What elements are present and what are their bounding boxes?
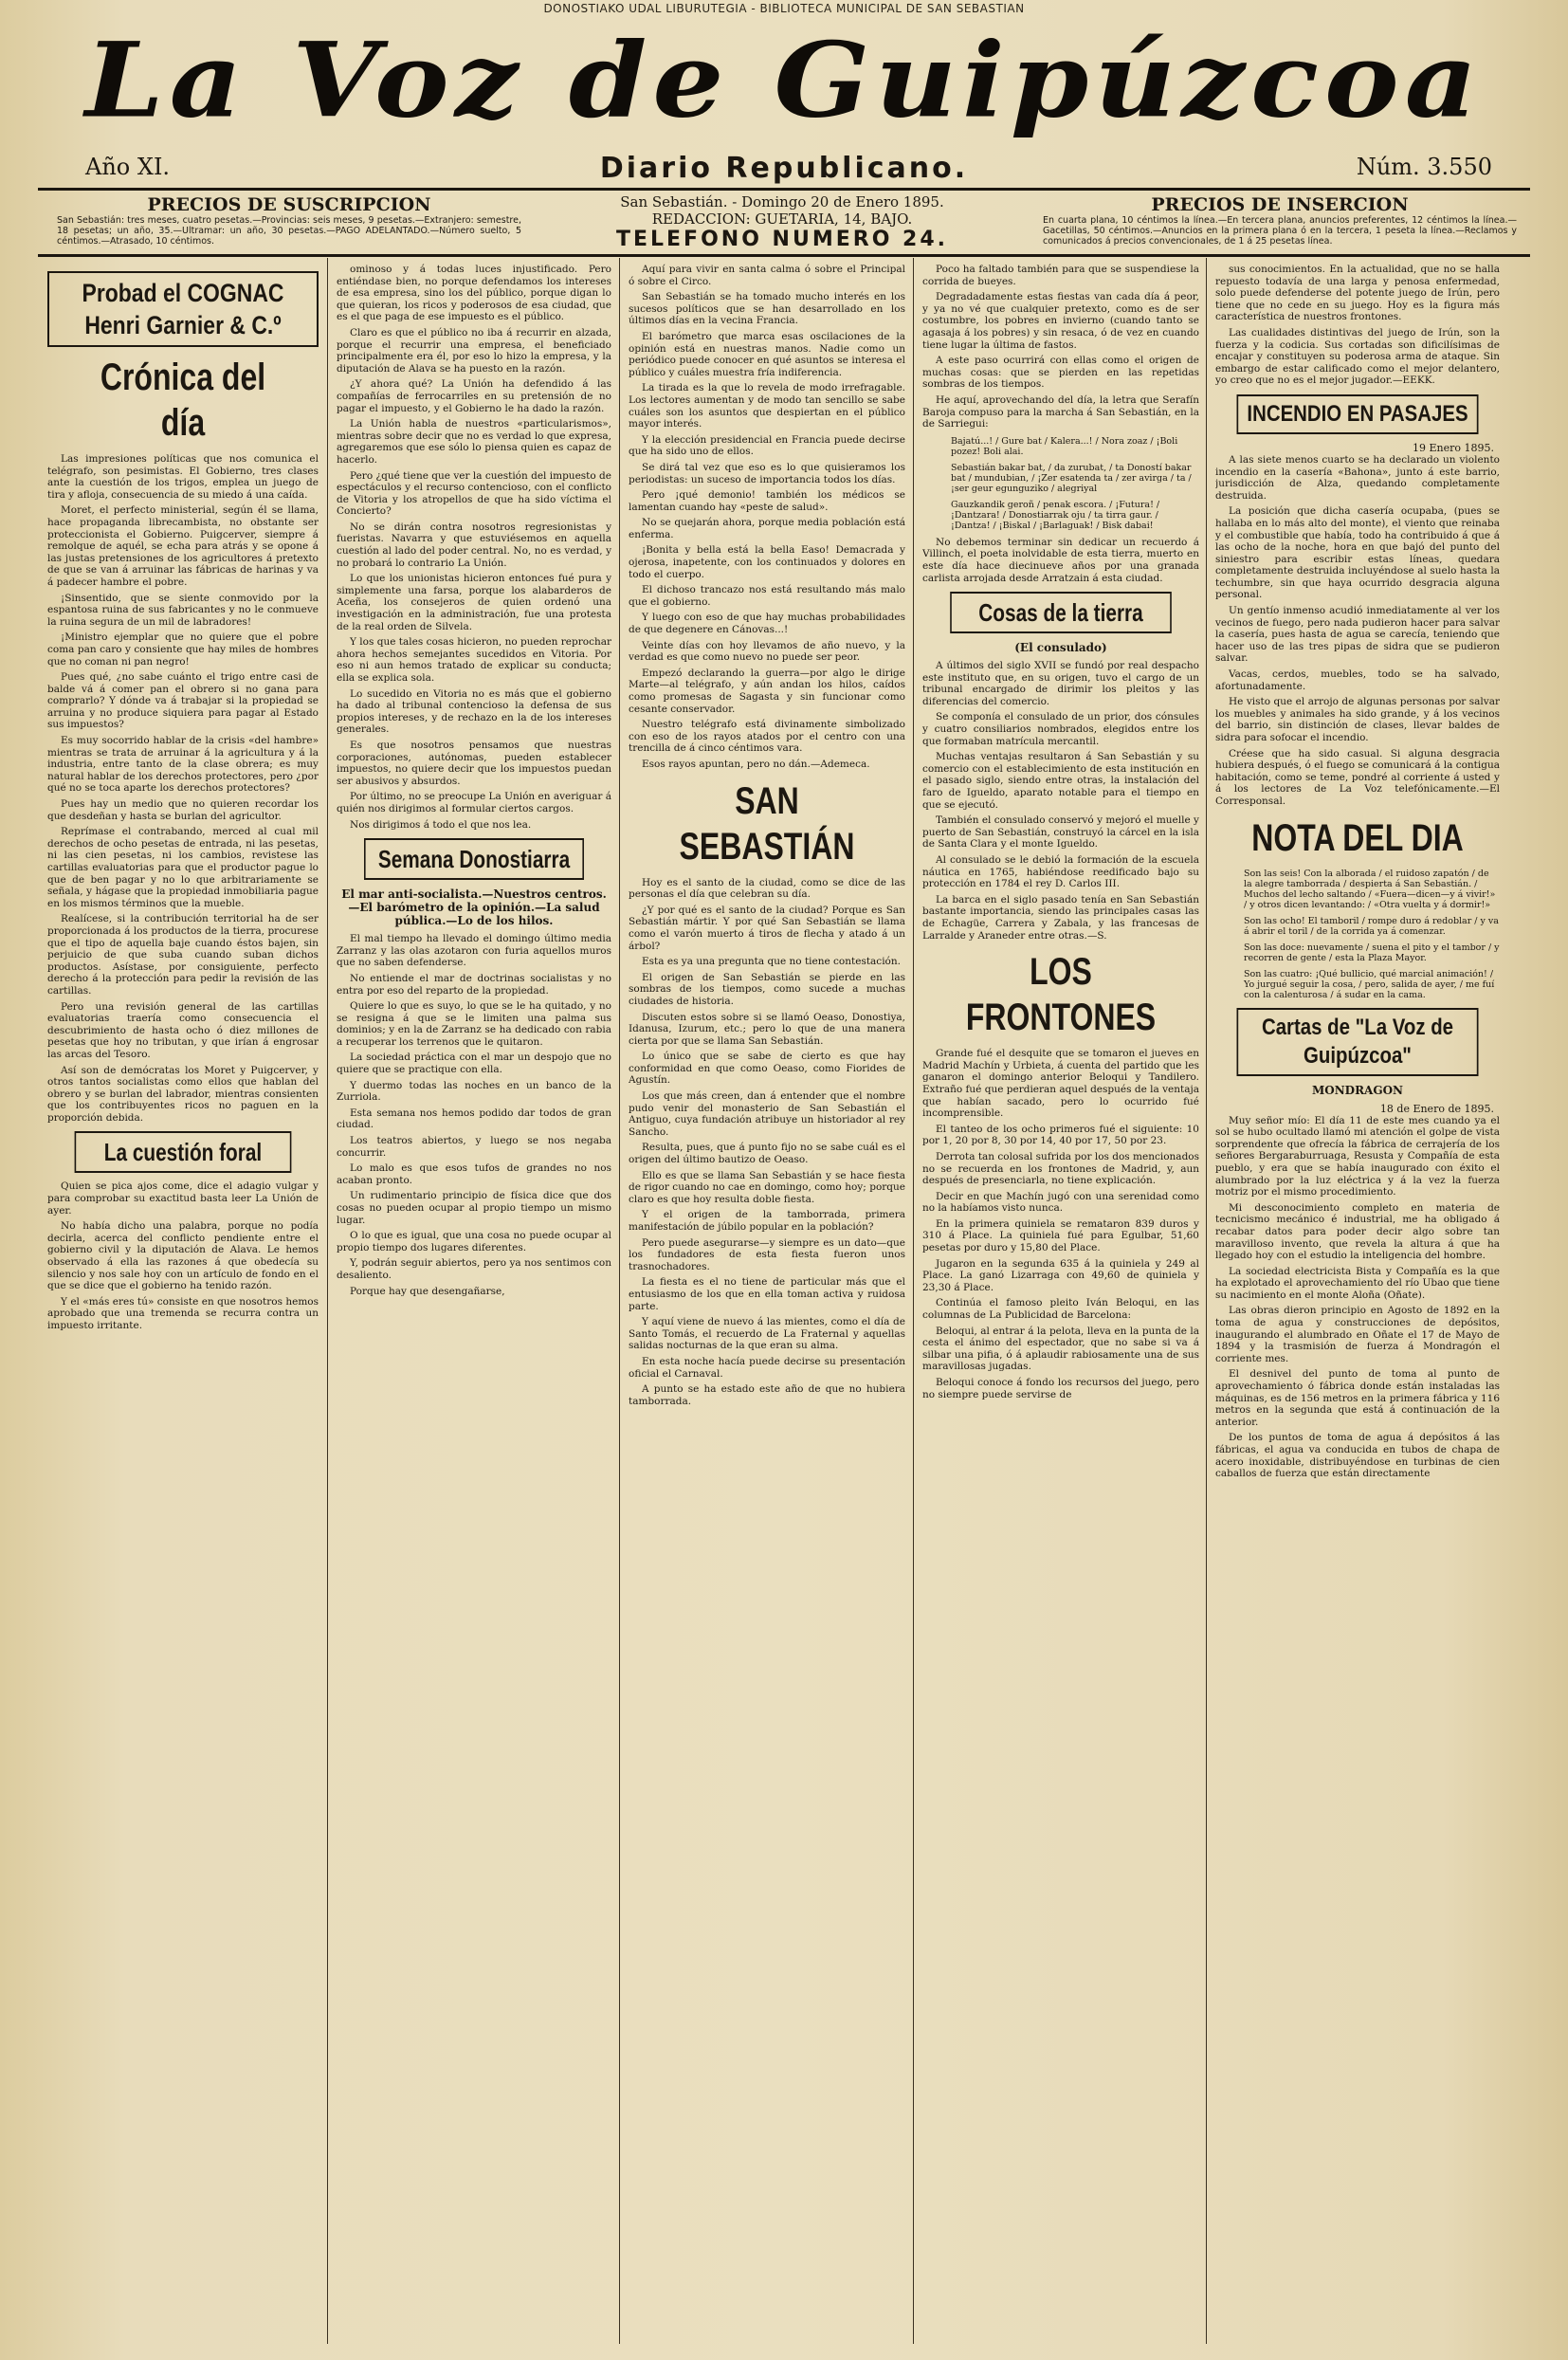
paragraph: Jugaron en la segunda 635 á la quiniela y 249 al Place. La ganó Lizarraga con 49,60 de quiniela y 23,30 á Place.: [922, 1257, 1199, 1293]
paragraph: No se quejarán ahora, porque media población está enferma.: [629, 517, 905, 540]
subscription-text: San Sebastián: tres meses, cuatro pesetas.—Provincias: seis meses, 9 pesetas.—Extranjero: semestre, 18 pesetas; un año, 35.—Ultramar: un año, 30 pesetas.—PAGO ADELANTADO.—Número suelto, 5 céntimos.—Atrasado, 10 céntimos.: [57, 215, 521, 247]
masthead-subline: [38, 150, 1530, 188]
paragraph: Las obras dieron principio en Agosto de 1892 en la toma de agua y construcciones de depósitos, inaugurando el alumbrado en Oñate el 17 de Mayo de 1894 y la trasmisión de fuerza á Mondragón el corriente mes.: [1215, 1305, 1500, 1364]
paragraph: La fiesta es el no tiene de particular más que el entusiasmo de los que en ella toman activa y ruidosa parte.: [629, 1276, 905, 1312]
paragraph: Esta es ya una pregunta que no tiene contestación.: [642, 956, 901, 968]
paragraph: A este paso ocurrirá con ellas como el origen de muchas cosas: que se pierden en las repetidas sombras de los tiempos.: [922, 355, 1199, 391]
paragraph: ¡Ministro ejemplar que no quiere que el pobre coma pan caro y consiente que hay miles de hombres que no coman ni pan negro!: [47, 631, 319, 668]
column-2: [337, 264, 611, 2340]
redaction-address: REDACCION: GUETARIA, 14, BAJO.: [651, 210, 913, 228]
paragraph: Y los que tales cosas hicieron, no pueden reprochar ahora hechos semejantes sucedidos en Vitoria. Por eso ni aun hemos tratado de explicar su conducta; ella se explica sola.: [337, 636, 611, 684]
paragraph: Un gentío inmenso acudió inmediatamente al ver los vecinos de fuego, pero nada pudieron hacer para salvar la casería, pues hasta de agua se carecía, teniendo que hacer uso de las tres pipas de sidra que se pudieron salvar.: [1215, 605, 1500, 665]
paragraph: El barómetro que marca esas oscilaciones de la opinión está en nuestras manos. Nadie como un periódico puede conocer en qué asuntos se interesa el público y cuáles muestra fría indiferencia.: [629, 330, 905, 378]
dateline: 19 Enero 1895.: [1413, 441, 1494, 454]
paragraph: Se dirá tal vez que eso es lo que quisieramos los periodistas: un suceso de importancia todos los días.: [629, 461, 905, 485]
paragraph: Y la elección presidencial en Francia puede decirse que ha sido uno de ellos.: [629, 433, 905, 458]
paragraph: Es que nosotros pensamos que nuestras corporaciones, autónomas, pueden establecer impuestos, no quiere decir que los impuestos puedan ser abusivos y absurdos.: [337, 739, 611, 787]
section-subtitle: El mar anti-socialista.—Nuestros centros.—El barómetro de la opinión.—La salud pública.—Lo de los hilos.: [341, 887, 607, 928]
paragraph: Un rudimentario principio de física dice que dos cosas no pueden ocupar al propio tiempo un mismo lugar.: [337, 1190, 611, 1226]
paragraph: Es muy socorrido hablar de la crisis «del hambre» mientras se trata de arruinar á la agricultura y á la industria, entre tanto de la clase obrera; es muy natural hablar de los derechos protectores, pero ¿por qué no se toca aparte los derechos protectores?: [47, 735, 319, 795]
section-title: SAN SEBASTIÁN: [679, 779, 855, 868]
paragraph: Hoy es el santo de la ciudad, como se dice de las personas el día que celebran su día.: [629, 876, 905, 901]
paragraph: Beloqui, al entrar á la pelota, lleva en la punta de la cesta el ánimo del espectador, que no sabe si va á silbar una pifia, ó á aplaudir rabiosamente una de sus maravillosas jugadas.: [922, 1325, 1199, 1373]
section-title: NOTA DEL DIA: [1251, 816, 1464, 859]
paragraph: Al consulado se le debió la formación de la escuela náutica en 1765, habiéndose reedificado bajo su protección en 1784 el rey D. Carlos III.: [922, 854, 1199, 890]
paragraph: La sociedad práctica con el mar un despojo que no quiere que se practique con ella.: [337, 1052, 611, 1076]
section-title: La cuestión foral: [75, 1131, 292, 1173]
paragraph: Los que más creen, dan á entender que el nombre pudo venir del monasterio de San Sebastián el Antiguo, cuya fundación atribuye un historiador al rey Sancho.: [629, 1090, 905, 1138]
paragraph: ¡Bonita y bella está la bella Easo! Demacrada y ojerosa, inapetente, con los continuados y dolores en todo el cuerpo.: [629, 544, 905, 580]
paragraph: Muy señor mío: El día 11 de este mes cuando ya el sol se hubo ocultado llamó mi atención el golpe de vista sorprendente que ofrecía la fábrica de cerrajería de los señores Bergaraburruaga, Resusta y Compañía de esta pueblo, y era que se había inaugurado con éxito el alumbrado por la luz eléctrica y á la vez la fuerza motriz por el mismo procedimiento.: [1215, 1114, 1500, 1198]
paragraph: A últimos del siglo XVII se fundó por real despacho este instituto que, en su origen, tuvo el cargo de un tribunal encargado de dirimir los pleitos y las diferencias del comercio.: [922, 660, 1199, 707]
section-subtitle: (El consulado): [1014, 641, 1107, 655]
paragraph: Pues qué, ¿no sabe cuánto el trigo entre casi de balde vá á comer pan el obrero si no gana para comprarlo? Y dónde va á trabajar si la propiedad se arruina y no produce siquiera para pagar al Estado sus impuestos?: [47, 671, 319, 731]
year-label: Año XI.: [85, 154, 171, 180]
paragraph: Y aquí viene de nuevo á las mientes, como el día de Santo Tomás, el recuerdo de La Fraternal y aquellas salidas nocturnas de la que eran su alma.: [629, 1316, 905, 1352]
paragraph: Y luego con eso de que hay muchas probabilidades de que degenere en Cánovas...!: [629, 612, 905, 636]
paragraph: Beloqui conoce á fondo los recursos del juego, pero no siempre puede servirse de: [922, 1377, 1199, 1400]
paragraph: O lo que es igual, que una cosa no puede ocupar al propio tiempo dos lugares diferentes.: [337, 1230, 611, 1253]
paragraph: El desnivel del punto de toma al punto de aprovechamiento ó fábrica donde están instaladas las máquinas, es de 156 metros en la primera fábrica y 116 metros en la segunda que está á continuación de la anterior.: [1215, 1368, 1500, 1428]
newspaper-title: La Voz de Guipúzcoa: [84, 19, 1484, 141]
paragraph: Pero puede asegurarse—y siempre es un dato—que los fundadores de esta fiesta fueron unos trasnochadores.: [629, 1236, 905, 1272]
paragraph: No entiende el mar de doctrinas socialistas y no entra por eso del reparto de la propiedad.: [337, 972, 611, 997]
advertisement: [47, 271, 319, 347]
paragraph: Y, podrán seguir abiertos, pero ya nos sentimos con desaliento.: [337, 1257, 611, 1281]
section-title: INCENDIO EN PASAJES: [1237, 394, 1479, 434]
paragraph: No se dirán contra nosotros regresionistas y fueristas. Navarra y que estuviésemos en aquella cuestión al lado del poder central. No, no es verdad, y no probará lo contrario La Unión.: [337, 521, 611, 569]
publication-info: [559, 193, 1005, 251]
paragraph: No había dicho una palabra, porque no podía decirla, acerca del conflicto pendiente entre el gobierno civil y la diputación de Alava. Le hemos observado á ella las razones á que obedecía su silencio y nos sale hoy con un artículo de fondo en el que se dice que el gobierno ha tenido razón.: [47, 1220, 319, 1292]
paragraph: Degradadamente estas fiestas van cada día á peor, y ya no vé que cualquier pretexto, como es de ser costumbre, los pobres en invierno (cuando tanto se agasaja á los pobres) y sin resaca, ó de vez en cuando tiene lugar la última de fastos.: [922, 291, 1199, 351]
paragraph: Los teatros abiertos, y luego se nos negaba concurrir.: [337, 1135, 611, 1159]
paragraph: Grande fué el desquite que se tomaron el jueves en Madrid Machín y Urbieta, á cuenta del partido que les ganaron el domingo anterior Beloqui y Tandilero. Extraño fué que perdieran aquel después de la ventaja que habían sacado, pero lo ocurrido fué incomprensible.: [922, 1048, 1199, 1120]
paragraph: La posición que dicha casería ocupaba, (pues se hallaba en lo más alto del monte), el viento que reinaba y el combustible que había, todo ha contribuido á que á las ocho de la noche, hora en que bajó del punto del siniestro para escribir estas líneas, quedara completamente destruida incluyéndose al suelo hasta la techumbre, sin que haya ocurrido desgracia alguna personal.: [1215, 505, 1500, 601]
paragraph: En esta noche hacía puede decirse su presentación oficial el Carnaval.: [629, 1355, 905, 1380]
paragraph: El origen de San Sebastián se pierde en las sombras de los tiempos, como sucede a muchas ciudades de historia.: [629, 971, 905, 1007]
masthead-rule: [38, 188, 1530, 191]
verse: Son las ocho! El tamboril / rompe duro á redoblar / y va á abrir el toril / de la corrida ya á comenzar.: [1244, 915, 1499, 937]
paragraph: Discuten estos sobre si se llamó Oeaso, Donostiya, Idanusa, Izurum, etc.; pero lo que de una manera cierta por que se llama San Sebastián.: [629, 1011, 905, 1047]
paragraph: Continúa el famoso pleito Iván Beloqui, en las columnas de La Publicidad de Barcelona:: [922, 1297, 1199, 1322]
paragraph: Créese que ha sido casual. Si alguna desgracia hubiera después, ó el fuego se comunicará á la contigua habitación, como se teme, pondré al corriente á usted y á los lectores de La Voz telefónicamente.—El Corresponsal.: [1215, 747, 1500, 807]
paragraph: No debemos terminar sin dedicar un recuerdo á Villinch, el poeta inolvidable de esta tierra, muerto en este día hace diecinueve años por una granada carlista arrojada desde Arratzain á esta ciudad.: [922, 536, 1199, 584]
paragraph: Pero ¡qué demonio! también los médicos se lamentan cuando hay «peste de salud».: [629, 489, 905, 513]
column-divider: [327, 258, 328, 2344]
paragraph: Realícese, si la contribución territorial ha de ser proporcionada á los productos de la tierra, procurese que el tipo de aquella baje cuando éstos bajen, sin perjuicio de que suba cuando suban dichos productos. Asístase, por consiguiente, perfecto derecho á la protección para pedir la revisión de las cartillas.: [47, 913, 319, 997]
paragraph: Lo malo es que esos tufos de grandes no nos acaban pronto.: [337, 1162, 611, 1186]
paragraph: ¿Y ahora qué? La Unión ha defendido á las compañías de ferrocarriles en su pretensión de no pagar el impuesto, y el Gobierno le ha dado la razón.: [337, 378, 611, 414]
paragraph: Se componía el consulado de un prior, dos cónsules y cuatro consiliarios nombrados, elegidos entre los que formaban matrícula mercantil.: [922, 711, 1199, 747]
paragraph: Esos rayos apuntan, pero no dán.—Ademeca.: [642, 758, 870, 770]
paragraph: Decir en que Machín jugó con una serenidad como no la habíamos visto nunca.: [922, 1190, 1199, 1215]
paragraph: El tanteo de los ocho primeros fué el siguiente: 10 por 1, 20 por 8, 30 por 14, 40 por 17, 50 por 23.: [922, 1123, 1199, 1147]
paragraph: Vacas, cerdos, muebles, todo se ha salvado, afortunadamente.: [1215, 668, 1500, 692]
paragraph: Las impresiones políticas que nos comunica el telégrafo, son pesimistas. El Gobierno, tres clases ante la cuestión de los trigos, emplea un juego de tira y afloja, consecuencia de su miedo á una caída.: [47, 453, 319, 501]
paragraph: Empezó declarando la guerra—por algo le dirige Marte—al telégrafo, y aún andan los hilos, caídos como promesas de Sagasta y sin funcionar como cesante conservador.: [629, 667, 905, 715]
paragraph: ¿Y por qué es el santo de la ciudad? Porque es San Sebastián mártir. Y por qué San Sebastián se llama como el varón muerto á tiros de flecha y atado á un árbol?: [629, 904, 905, 952]
section-title: Semana Donostiarra: [364, 838, 584, 880]
verse: Son las cuatro: ¡Qué bullicio, qué marcial animación! / Yo jurgué seguir la cosa, / pero, salida de ayer, / me fuí con la calenturosa / á sudar en la cama.: [1244, 968, 1495, 1000]
paragraph: Y el origen de la tamborrada, primera manifestación de júbilo popular en la población?: [629, 1209, 905, 1233]
paragraph: La tirada es la que lo revela de modo irrefragable. Los lectores aumentan y de modo tan sencillo se sabe cuáles son los asuntos que despiertan en el público mayor interés.: [629, 382, 905, 430]
paragraph: Mi desconocimiento completo en materia de tecnicismo mecánico é industrial, me ha obligado á recabar datos para poder decir algo sobre tan maravilloso invento, que revela la altura á que ha llegado hoy con el estudio la inteligencia del hombre.: [1215, 1201, 1500, 1262]
paragraph: Pero ¿qué tiene que ver la cuestión del impuesto de espectáculos y el recurso contencioso, con el conflicto de Vitoria y los atropellos de que ha sido víctima el Concierto?: [337, 469, 611, 518]
subtitle: Diario Republicano.: [599, 152, 969, 185]
paragraph: He visto que el arrojo de algunas personas por salvar los muebles y animales ha sido grande, y á los vecinos del barrio, sin distinción de clases, llevar baldes de sidra para sofocar el incendio.: [1215, 696, 1500, 743]
paragraph: El dichoso trancazo nos está resultando más malo que el gobierno.: [629, 584, 905, 608]
column-3: [629, 264, 905, 2340]
masthead: [19, 9, 1549, 152]
paragraph: De los puntos de toma de agua á depósitos á las fábricas, el agua va conducida en tubos de chapa de acero inoxidable, distribuyéndose en turbinas de cien caballos de fuerza que están directamente: [1215, 1432, 1500, 1480]
paragraph: La barca en el siglo pasado tenía en San Sebastián bastante importancia, siendo las principales casas las de Echagüe, Carrera y Zabala, y las francesas de Larralde y Araneder entre otras.—S.: [922, 893, 1199, 942]
paragraph: Veinte días con hoy llevamos de año nuevo, y la verdad es que como nuevo no puede ser peor.: [629, 639, 905, 664]
date-line: San Sebastián. - Domingo 20 de Enero 1895.: [620, 193, 944, 210]
paragraph: Claro es que el público no iba á recurrir en alzada, porque el recurrir una empresa, el beneficiado principalmente era él, por eso lo hizo la empresa, y la diputación de Alava se ha puesto en la razón.: [337, 326, 611, 375]
ad-line: Henri Garnier & C.º: [84, 311, 282, 339]
section-title: Cartas de "La Voz de Guipúzcoa": [1237, 1008, 1479, 1076]
section-title: Crónica del día: [100, 357, 266, 444]
paragraph: Resulta, pues, que á punto fijo no se sabe cuál es el origen del último bautizo de Oeaso.: [629, 1142, 905, 1166]
paragraph: Esta semana nos hemos podido dar todos de gran ciudad.: [337, 1107, 611, 1131]
subscription-title: PRECIOS DE SUSCRIPCION: [147, 194, 431, 215]
paragraph: Así son de demócratas los Moret y Puigcerver, y otros tantos socialistas como ellos que hablan del obrero y se burlan del labrador, mientras consienten que los contribuyentes ricos no paguen en la proporción debida.: [47, 1064, 319, 1124]
section-title: Cosas de la tierra: [950, 592, 1172, 633]
verse: Son las seis! Con la alborada / el ruidoso zapatón / de la alegre tamborrada / despierta á San Sebastián. / Muchos del lecho saltando / «Fuera—dicen—y á vivir!» / y otros dicen levantando: / «Otra vuelta y á dormir!»: [1244, 868, 1496, 910]
paragraph: Pues hay un medio que no quieren recordar los que desdeñan y hasta se burlan del agricultor.: [47, 798, 319, 822]
verse: Bajatú...! / Gure bat / Kalera...! / Nora zoaz / ¡Boli pozez! Boli alai.: [951, 435, 1178, 457]
paragraph: La sociedad electricista Bista y Compañía es la que ha explotado el aprovechamiento del río Ubao que tiene su nacimiento en el monte Aloña (Oñate).: [1215, 1265, 1500, 1301]
column-divider: [913, 258, 914, 2344]
paragraph: He aquí, aprovechando del día, la letra que Serafín Baroja compuso para la marcha á San Sebastián, en la de Sarriegui:: [922, 393, 1199, 430]
paragraph: Ello es que se llama San Sebastián y se hace fiesta de rigor cuando no cae en domingo, como hoy; porque claro es que hoy resulta doble fiesta.: [629, 1169, 905, 1205]
paragraph: La Unión habla de nuestros «particularismos», mientras sobre decir que no es verdad lo que expresa, agregaremos que ese sólo lo piensa quien es capaz de hacerlo.: [337, 418, 611, 466]
column-divider: [619, 258, 620, 2344]
archive-banner: DONOSTIAKO UDAL LIBURUTEGIA - BIBLIOTECA MUNICIPAL DE SAN SEBASTIAN: [543, 2, 1025, 15]
verse: Son las doce: nuevamente / suena el pito y el tambor / y recorren de gente / esta la Plaza Mayor.: [1244, 942, 1500, 963]
paragraph: Aquí para vivir en santa calma ó sobre el Principal ó sobre el Circo.: [629, 264, 905, 287]
dateline: 18 de Enero de 1895.: [1379, 1102, 1494, 1115]
paragraph: En la primera quiniela se remataron 839 duros y 310 á Place. La quiniela fué para Egulbar, 51,60 pesetas por duro y 15,80 del Place.: [922, 1217, 1199, 1254]
paragraph: Derrota tan colosal sufrida por los dos mencionados no se recuerda en los frontones de Madrid, y, aun después de presenciarla, no tiene explicación.: [922, 1150, 1199, 1187]
paragraph: Muchas ventajas resultaron á San Sebastián y su comercio con el establecimiento de esta institución en el pasado siglo, siendo entre otras, la instalación del faro de Igueldo, aparato notable para el tiempo en que se ejecutó.: [922, 751, 1199, 811]
paragraph: Quiere lo que es suyo, lo que se le ha quitado, y no se resigna á que se le limiten una palma sus dominios; y en la de Zarranz se ha dedicado con rabia a recuperar los terrenos que le quitaron.: [337, 1000, 611, 1048]
paragraph: Reprímase el contrabando, merced al cual mil derechos de ocho pesetas de entrada, ni las pesetas, ni las cien pesetas, ni los cambios, revistese las cartillas evaluatorias para que el productor pague lo que de ben pagar y no lo que arbitrariamente se señala, y hágase que la propiedad inmobiliaria pague en los mismos términos que la mueble.: [47, 826, 319, 909]
insertion-title: PRECIOS DE INSERCION: [1151, 194, 1409, 215]
paragraph: A las siete menos cuarto se ha declarado un violento incendio en la casería «Bahona», junto á este barrio, jurisdicción de Alza, quedando completamente destruida.: [1215, 453, 1500, 502]
insertion-box: [1043, 194, 1517, 251]
column-4: [922, 264, 1199, 2340]
paragraph: ominoso y á todas luces injustificado. Pero entiéndase bien, no porque defendamos los intereses de esa empresa, sino los del público, porque digan lo que quieran, los ricos y poderosos de esa ciudad, que es el que paga de ese impuesto es el público.: [337, 264, 611, 323]
paragraph: Nos dirigimos á todo el que nos lea.: [350, 818, 532, 831]
paragraph: También el consulado conservó y mejoró el muelle y puerto de San Sebastián, construyó la cárcel en la isla de Santa Clara y el monte Igueldo.: [922, 814, 1199, 851]
insertion-text: En cuarta plana, 10 céntimos la línea.—En tercera plana, anuncios preferentes, 12 céntimos la línea.—Gacetillas, 50 céntimos.—Anuncios en la primera plana ó en la tercera, 1 peseta la línea.—Reclamos y comunicados á precios convencionales, de 1 á 25 pesetas línea.: [1043, 215, 1517, 247]
paragraph: ¡Sinsentido, que se siente conmovido por la espantosa ruina de sus fabricantes y no le conmueve la ruina segura de un mil de labradores!: [47, 592, 319, 628]
paragraph: El mal tiempo ha llevado el domingo último media Zarranz y las olas azotaron con furia aquellos muros que no saben defenderse.: [337, 933, 611, 969]
issue-number: Núm. 3.550: [1356, 154, 1492, 180]
section-title: LOS FRONTONES: [965, 951, 1157, 1039]
paragraph: Y duermo todas las noches en un banco de la Zurriola.: [337, 1079, 611, 1104]
subscription-box: [57, 194, 521, 251]
paragraph: Poco ha faltado también para que se suspendiese la corrida de bueyes.: [922, 264, 1199, 287]
column-divider: [1206, 258, 1207, 2344]
telephone-line: TELEFONO NUMERO 24.: [615, 228, 949, 251]
paragraph: Por último, no se preocupe La Unión en averiguar á quién nos dirigimos al formular ciertos cargos.: [337, 791, 611, 814]
paragraph: Lo único que se sabe de cierto es que hay conformidad en que como Oeaso, como Fiorides de Agustín.: [629, 1051, 905, 1087]
paragraph: Porque hay que desengañarse,: [350, 1285, 505, 1297]
paragraph: sus conocimientos. En la actualidad, que no se halla repuesto todavía de una larga y penosa enfermedad, solo puede defenderse del potente juego de Irún, pero tiene que no cede en su juego. Hoy es la figura más característica de nuestros frontones.: [1215, 264, 1500, 323]
paragraph: San Sebastián se ha tomado mucho interés en los sucesos políticos que se han desarrollado en los últimos días en la vecina Francia.: [629, 291, 905, 327]
section-subtitle: MONDRAGON: [1311, 1083, 1404, 1097]
paragraph: A punto se ha estado este año de que no hubiera tamborrada.: [629, 1383, 905, 1407]
verse: Gauzkandik geroñ / penak escora. / ¡Futura! / ¡Dantzara! / Donostiarrak oju / ta tirra gaur. / ¡Dantza! / ¡Biskal / ¡Barlaguak! / Bisk dabai!: [951, 499, 1160, 531]
verse: Sebastián bakar bat, / da zurubat, / ta Doností bakar bat / mundubian, / ¡Zer esatenda ta / zer avirga / ta / ¡ser geur egunguziko / alegriyal: [951, 462, 1192, 494]
paragraph: Quien se pica ajos come, dice el adagio vulgar y para comprobar su exactitud basta leer La Unión de ayer.: [47, 1180, 319, 1217]
paragraph: Nuestro telégrafo está divinamente simbolizado con eso de los rayos atados por el centro con una trencilla de á cinco céntimos vara.: [629, 719, 905, 755]
column-1: [47, 264, 319, 2340]
paragraph: Lo sucedido en Vitoria no es más que el gobierno ha dado al tribunal contencioso la defensa de sus propios intereses, y de rechazo en la de los intereses generales.: [337, 687, 611, 736]
header-rule: [38, 254, 1530, 257]
paragraph: Las cualidades distintivas del juego de Irún, son la fuerza y la codicia. Sus cortadas son dificilísimas de encajar y constituyen su poderosa arma de ataque. Sin embargo de estar calificado como el mejor delantero, yo creo que no es el mejor jugador.—EEKK.: [1215, 326, 1500, 387]
paragraph: Moret, el perfecto ministerial, según él se llama, hace propaganda librecambista, no obstante ser proteccionista el Gobierno. Puigcerver, siempre á remolque de aquél, se echa para atrás y se opone á las justas pretensiones de los agricultores á pretexto de que se van á arruinar las fábricas de harinas y va á padecer hambre el pobre.: [47, 504, 319, 588]
paragraph: Lo que los unionistas hicieron entonces fué pura y simplemente una farsa, porque los alabarderos de Aceña, los consejeros de quien ordenó una investigación en la administración, fue una protesta de la real orden de Silvela.: [337, 573, 611, 632]
paragraph: Pero una revisión general de las cartillas evaluatorias traería como consecuencia el descubrimiento de hasta ocho ó diez millones de pesetas que hoy no tributan, y que irían á engrosar las arcas del Tesoro.: [47, 1000, 319, 1060]
paragraph: Y el «más eres tú» consiste en que nosotros hemos aprobado que una tremenda se recurra contra un impuesto irritante.: [47, 1295, 319, 1331]
column-5: [1215, 264, 1500, 2340]
ad-line: Probad el COGNAC: [82, 279, 284, 307]
